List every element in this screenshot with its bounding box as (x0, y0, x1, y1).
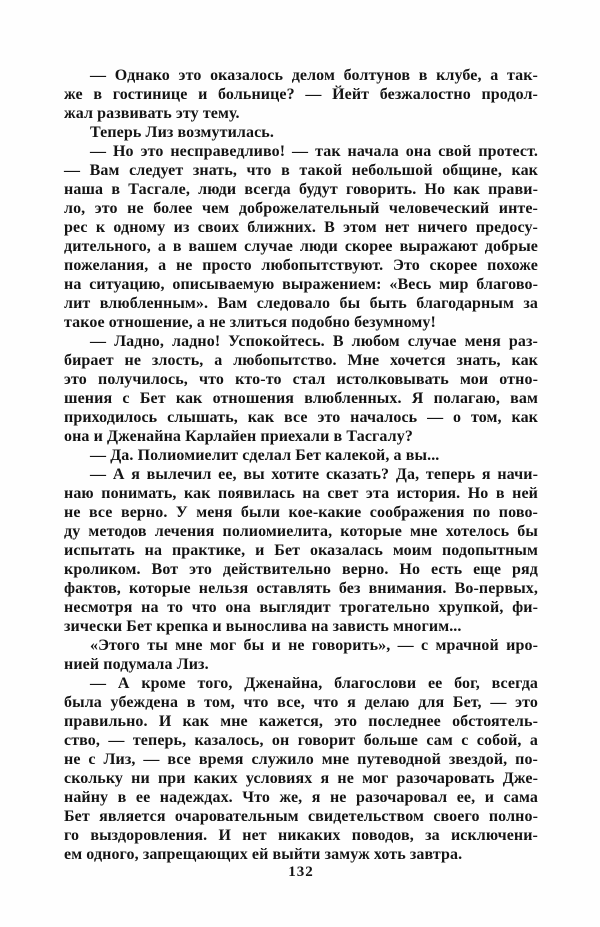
text-line: такое отношение, а не злиться подобно безумному! (64, 314, 436, 331)
text-line: — А я вылечил ее, вы хотите сказать? Да, теперь я начи- (90, 466, 538, 483)
text-line: на ситуацию, описываемую выражением: «Весь мир благово- (64, 276, 538, 293)
text-line: не с Лиз, — все время служило мне путеводной звездой, по- (64, 751, 538, 768)
text-line: она и Дженайна Карлайен приехали в Тасгалу? (64, 428, 413, 445)
text-line: — А кроме того, Дженайна, благослови ее бог, всегда (90, 675, 538, 692)
text-line: найну в ее надеждах. Что же, я не разочаровал ее, и сама (64, 789, 538, 806)
text-line: лит влюбленным». Вам следовало бы быть благодарным за (64, 295, 538, 312)
text-line: пожелания, а не просто любопытствуют. Это скорее похоже (64, 257, 538, 274)
text-line: — Ладно, ладно! Успокойтесь. В любом случае меня раз- (90, 333, 538, 350)
text-line: — Да. Полиомиелит сделал Бет калекой, а вы... (90, 447, 440, 464)
page-text (64, 66, 538, 864)
text-line: фактов, которые нельзя оставлять без внимания. Во-первых, (64, 580, 538, 597)
text-line: «Этого ты мне мог бы и не говорить», — с мрачной иро- (90, 637, 538, 654)
text-line: — Но это несправедливо! — так начала она свой протест. (90, 143, 538, 160)
page-number: 132 (288, 864, 314, 880)
text-line: нией подумала Лиз. (64, 656, 209, 673)
text-line: Бет является очаровательным свидетельством своего полно- (64, 808, 538, 825)
text-line: — Однако это оказалось делом болтунов в клубе, а так- (90, 67, 538, 84)
text-line: ство, — теперь, казалось, он говорит больше сам с собой, а (64, 732, 538, 749)
text-line: была убеждена в том, что все, что я делаю для Бет, — это (64, 694, 538, 711)
text-line: скольку ни при каких условиях я не мог разочаровать Дже- (64, 770, 538, 787)
text-line: правильно. И как мне кажется, это последнее обстоятель- (64, 713, 538, 730)
text-line: — Вам следует знать, что в такой небольшой общине, как (64, 162, 538, 179)
text-line: зически Бет крепка и вынослива на зависть многим... (64, 618, 462, 635)
text-line: бирает не злость, а любопытство. Мне хочется знать, как (64, 352, 538, 369)
text-line: это получилось, что кто-то стал истолковывать мои отно- (64, 371, 538, 388)
text-line: ем одного, запрещающих ей выйти замуж хоть завтра. (64, 846, 463, 863)
text-line: наю понимать, как появилась на свет эта история. Но в ней (64, 485, 538, 502)
text-line: Теперь Лиз возмутилась. (90, 124, 274, 141)
text-line: ду методов лечения полиомиелита, которые мне хотелось бы (64, 523, 538, 540)
text-line: жал развивать эту тему. (64, 105, 240, 122)
text-line: же в гостинице и больнице? — Йейт безжалостно продол- (64, 86, 538, 103)
text-line: рес к одному из своих ближних. В этом нет ничего предосу- (64, 219, 538, 236)
text-line: несмотря на то что она выглядит трогательно хрупкой, фи- (64, 599, 538, 616)
text-line: ло, это не более чем доброжелательный человеческий инте- (64, 200, 538, 217)
text-line: наша в Тасгале, люди всегда будут говорить. Но как прави- (64, 181, 538, 198)
text-line: го выздоровления. И нет никаких поводов, за исключени- (64, 827, 538, 844)
text-line: приходилось слышать, как все это началось — о том, как (64, 409, 538, 426)
text-line: кроликом. Вот это действительно верно. Но есть еще ряд (64, 561, 538, 578)
text-line: испытать на практике, и Бет оказалась моим подопытным (64, 542, 538, 559)
text-line: не все верно. У меня были кое-какие соображения по пово- (64, 504, 538, 521)
text-line: шения с Бет как отношения влюбленных. Я полагаю, вам (64, 390, 538, 407)
text-line: дительного, а в вашем случае люди скорее выражают добрые (64, 238, 538, 255)
